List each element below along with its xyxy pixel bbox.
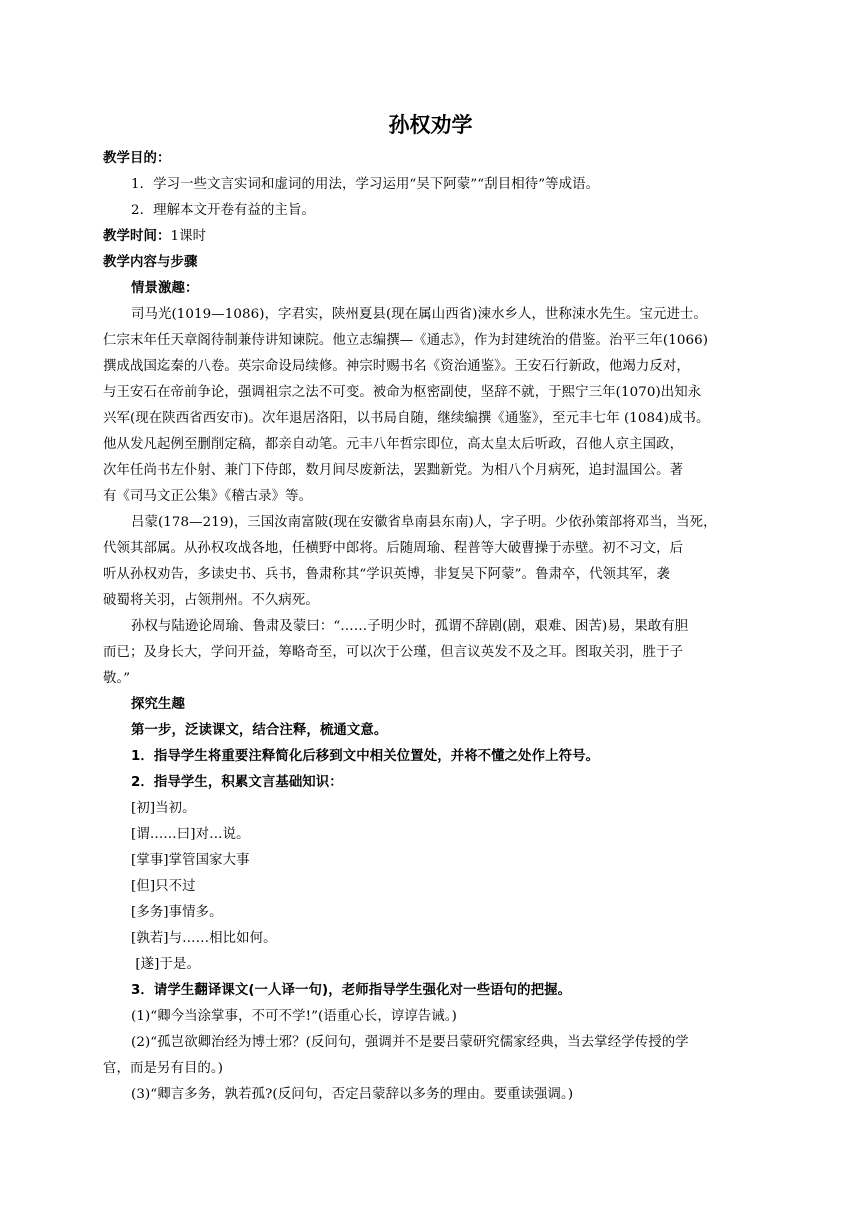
document-page xyxy=(103,110,758,1108)
content-heading: 教学内容与步骤 xyxy=(103,255,198,270)
lvmeng-line: 听从孙权劝告，多读史书、兵书，鲁肃称其“学识英博，非复吴下阿蒙”。鲁肃卒，代领其军，袭 xyxy=(103,567,671,582)
lvmeng-line: 破蜀将关羽，占领荆州。不久病死。 xyxy=(103,593,319,608)
sima-line: 撰成战国迄秦的八卷。英宗命设局续修。神宗时赐书名《资治通鉴》。王安石行新政，他竭力反对， xyxy=(103,359,690,374)
intro-heading: 情景激趣： xyxy=(131,281,199,296)
sima-line: 仁宗末年任天章阁待制兼侍讲知谏院。他立志编撰—《通志》，作为封建统治的借鉴。治平三年(1066) xyxy=(103,333,709,348)
purpose-item-1: 1．学习一些文言实词和虚词的用法，学习运用“吴下阿蒙”“刮目相待”等成语。 xyxy=(131,177,600,192)
vocab-item: [谓……曰]对…说。 xyxy=(131,827,250,842)
sima-line: 与王安石在帝前争论，强调祖宗之法不可变。被命为枢密副使，坚辞不就，于熙宁三年(1070)出知永 xyxy=(103,385,702,400)
lvmeng-line: 吕蒙(178—219)，三国汝南富陂(现在安徽省阜南县东南)人，字子明。少依孙策部将邓当，当死， xyxy=(131,515,717,530)
sentence-2-line: (2)“孤岂欲卿治经为博士邪？(反问句，强调并不是要吕蒙研究儒家经典，当去掌经学传授的学 xyxy=(131,1035,689,1050)
step-1: 第一步，泛读课文，结合注释，梳通文意。 xyxy=(131,723,388,738)
guide-3: 3．请学生翻译课文(一人译一句)，老师指导学生强化对一些语句的把握。 xyxy=(131,983,572,998)
sunquan-line: 而已；及身长大，学问开益，筹略奇至，可以次于公瑾，但言议英发不及之耳。图取关羽，胜于子 xyxy=(103,645,684,660)
lvmeng-line: 代领其部属。从孙权攻战各地，任横野中郎将。后随周瑜、程普等大破曹操于赤壁。初不习文，后 xyxy=(103,541,684,556)
sima-line: 有《司马文正公集》《稽古录》等。 xyxy=(103,489,313,504)
vocab-item: [遂]于是。 xyxy=(131,957,200,972)
time-heading: 教学时间： xyxy=(103,229,171,244)
time-line xyxy=(103,224,758,250)
sentence-3: (3)“卿言多务，孰若孤?(反问句，否定吕蒙辞以多务的理由。要重读强调。) xyxy=(131,1087,574,1102)
sima-line: 兴军(现在陕西省西安市)。次年退居洛阳，以书局自随，继续编撰《通鉴》，至元丰七年 (1084)成书。 xyxy=(103,411,710,426)
sima-line: 司马光(1019—1086)，字君实，陕州夏县(现在属山西省)涑水乡人，世称涑水先生。宝元进士。 xyxy=(131,307,707,322)
explore-heading: 探究生趣 xyxy=(131,697,185,712)
vocab-item: [掌事]掌管国家大事 xyxy=(131,853,250,868)
page-title: 孙权劝学 xyxy=(388,113,473,137)
sima-line: 他从发凡起例至删削定稿，都亲自动笔。元丰八年哲宗即位，高太皇太后听政，召他人京主国政， xyxy=(103,437,684,452)
guide-1: 1．指导学生将重要注释简化后移到文中相关位置处，并将不懂之处作上符号。 xyxy=(131,749,600,764)
vocab-item: [孰若]与……相比如何。 xyxy=(131,931,277,946)
purpose-item-2: 2．理解本文开卷有益的主旨。 xyxy=(131,203,315,218)
vocab-item: [多务]事情多。 xyxy=(131,905,223,920)
purpose-heading: 教学目的： xyxy=(103,151,171,166)
sentence-1: (1)“卿今当涂掌事，不可不学!”(语重心长，谆谆告诫。) xyxy=(131,1009,457,1024)
guide-2: 2．指导学生，积累文言基础知识： xyxy=(131,775,343,790)
sunquan-line: 孙权与陆逊论周瑜、鲁肃及蒙曰：“……子明少时，孤谓不辞剧(剧，艰难、困苦)易，果敢有胆 xyxy=(131,619,689,634)
sentence-2-line: 官，而是另有目的。) xyxy=(103,1061,224,1076)
sunquan-line: 敬。” xyxy=(103,671,131,686)
vocab-item: [初]当初。 xyxy=(131,801,196,816)
sima-line: 次年任尚书左仆射、兼门下侍郎，数月间尽废新法，罢黜新党。为相八个月病死，追封温国公。著 xyxy=(103,463,684,478)
vocab-item: [但]只不过 xyxy=(131,879,196,894)
time-value: 1课时 xyxy=(170,229,207,244)
